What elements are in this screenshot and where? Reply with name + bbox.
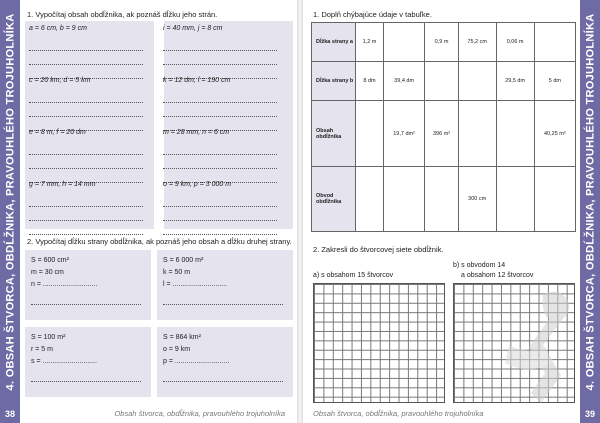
row-header: Dĺžka strany b [312,62,356,101]
task1-item-text: a = 6 cm, b = 9 cm [29,25,87,32]
table-cell: 5 dm [534,62,575,101]
table-cell: 39,4 dm [383,62,424,101]
box1-line1: S = 600 cm² [31,256,69,264]
answer-line[interactable] [163,144,277,155]
task1-item-text: o = 9 km, p = 3 000 m [163,181,232,188]
table-row [312,23,576,62]
chapter-title-right: 4. OBSAH ŠTVORCA, OBDĹŽNIKA, PRAVOUHLÉHO TROJUHOLNÍKA [584,13,596,391]
answer-line[interactable] [29,158,143,169]
table-cell[interactable] [458,101,496,166]
task1-item-text: e = 8 m, f = 20 dm [29,129,86,136]
table-cell: 8 dm [356,62,384,101]
table-cell[interactable] [534,166,575,231]
answer-line[interactable] [29,196,143,207]
label-a: a) s obsahom 15 štvorcov [313,272,394,279]
task1-item-text: i = 40 mm, j = 8 cm [163,25,223,32]
box2-line2: k = 50 m [163,268,191,276]
task1-item [29,25,147,79]
table-cell: 300 cm [458,166,496,231]
data-table [311,22,576,232]
task1-item [29,181,147,235]
task1-item-text: m = 28 mm, n = 6 cm [163,129,230,136]
table-cell[interactable] [496,101,534,166]
answer-line[interactable] [29,92,143,103]
answer-line[interactable] [163,54,277,65]
box3-line2: r = 5 m [31,345,53,353]
table-cell: 75,2 cm [458,23,496,62]
table-cell: 0,9 m [425,23,459,62]
task2-box-2 [157,250,293,320]
answer-line[interactable] [163,40,277,51]
answer-line[interactable] [29,144,143,155]
box1-line2: m = 30 cm [31,268,64,276]
task1-item-text: c = 20 km, d = 5 km [29,77,91,84]
table-row [312,166,576,231]
task1-item [163,25,281,79]
task2-title-left: 2. Vypočítaj dĺžku strany obdĺžnika, ak poznáš jeho obsah a dĺžku druhej strany. [27,237,292,246]
answer-line[interactable] [163,294,283,305]
task1-item [29,129,147,183]
task2-box-4 [157,327,293,397]
page-number-right: 39 [580,404,600,423]
task1-item [163,129,281,183]
box1-line3[interactable]: n = ............................ [31,280,98,288]
left-page [0,0,297,423]
answer-line[interactable] [31,294,141,305]
answer-line[interactable] [163,371,283,382]
table-cell[interactable] [356,166,384,231]
answer-line[interactable] [163,224,277,235]
box3-line1: S = 100 m² [31,333,66,341]
table-cell[interactable] [458,62,496,101]
chapter-title-left: 4. OBSAH ŠTVORCA, OBDĹŽNIKA, PRAVOUHLÉHO TROJUHOLNÍKA [4,13,16,391]
box2-line3[interactable]: l = ............................ [163,280,227,288]
page-number-left: 38 [0,404,20,423]
answer-line[interactable] [29,54,143,65]
task2-box-3 [25,327,151,397]
chapter-sidebar-right [580,0,600,423]
table-cell[interactable] [534,23,575,62]
task1-item [163,77,281,131]
footer-left: Obsah štvorca, obdĺžnika, pravouhlého trojuholníka [114,409,285,418]
table-cell: 1,2 m [356,23,384,62]
label-b-2: a obsahom 12 štvorcov [461,272,534,279]
square-grid-a[interactable] [313,283,445,403]
box4-line1: S = 864 km² [163,333,201,341]
task1-item-text: k = 12 dm, l = 190 cm [163,77,231,84]
label-b-1: b) s obvodom 14 [453,262,506,269]
right-page [303,0,600,423]
answer-line[interactable] [163,196,277,207]
table-cell: 0,06 m [496,23,534,62]
answer-line[interactable] [163,210,277,221]
task2-title-right: 2. Zakresli do štvorcovej siete obdĺžnik. [313,245,444,254]
row-header: Dĺžka strany a [312,23,356,62]
task1-item [163,181,281,235]
table-cell[interactable] [425,166,459,231]
table-cell[interactable] [383,23,424,62]
chapter-sidebar-left [0,0,20,423]
footer-right: Obsah štvorca, obdĺžnika, pravouhlého trojuholníka [313,409,484,418]
table-row [312,62,576,101]
answer-line[interactable] [163,92,277,103]
table-cell: 19,7 dm² [383,101,424,166]
table-cell[interactable] [496,166,534,231]
answer-line[interactable] [163,106,277,117]
box3-line3[interactable]: s = ............................ [31,357,97,365]
task1-item [29,77,147,131]
table-cell: 29,5 dm [496,62,534,101]
answer-line[interactable] [163,158,277,169]
row-header: Obvod obdĺžnika [312,166,356,231]
answer-line[interactable] [29,106,143,117]
figure-decoration-icon [503,285,581,405]
box4-line3[interactable]: p = ............................ [163,357,230,365]
task1-title-right: 1. Doplň chýbajúce údaje v tabuľke. [313,10,432,19]
task1-title-left: 1. Vypočítaj obsah obdĺžnika, ak poznáš dĺžku jeho strán. [27,10,218,19]
task2-box-1 [25,250,151,320]
row-header: Obsah obdĺžnika [312,101,356,166]
answer-line[interactable] [31,371,141,382]
box4-line2: o = 9 km [163,345,191,353]
table-cell[interactable] [425,62,459,101]
table-row [312,101,576,166]
task1-item-text: g = 7 mm, h = 14 mm [29,181,96,188]
table-cell: 40,25 m² [534,101,575,166]
table-cell: 396 m² [425,101,459,166]
table-cell[interactable] [383,166,424,231]
answer-line[interactable] [29,40,143,51]
answer-line[interactable] [29,210,143,221]
table-cell[interactable] [356,101,384,166]
answer-line[interactable] [29,224,143,235]
box2-line1: S = 6 000 m² [163,256,204,264]
